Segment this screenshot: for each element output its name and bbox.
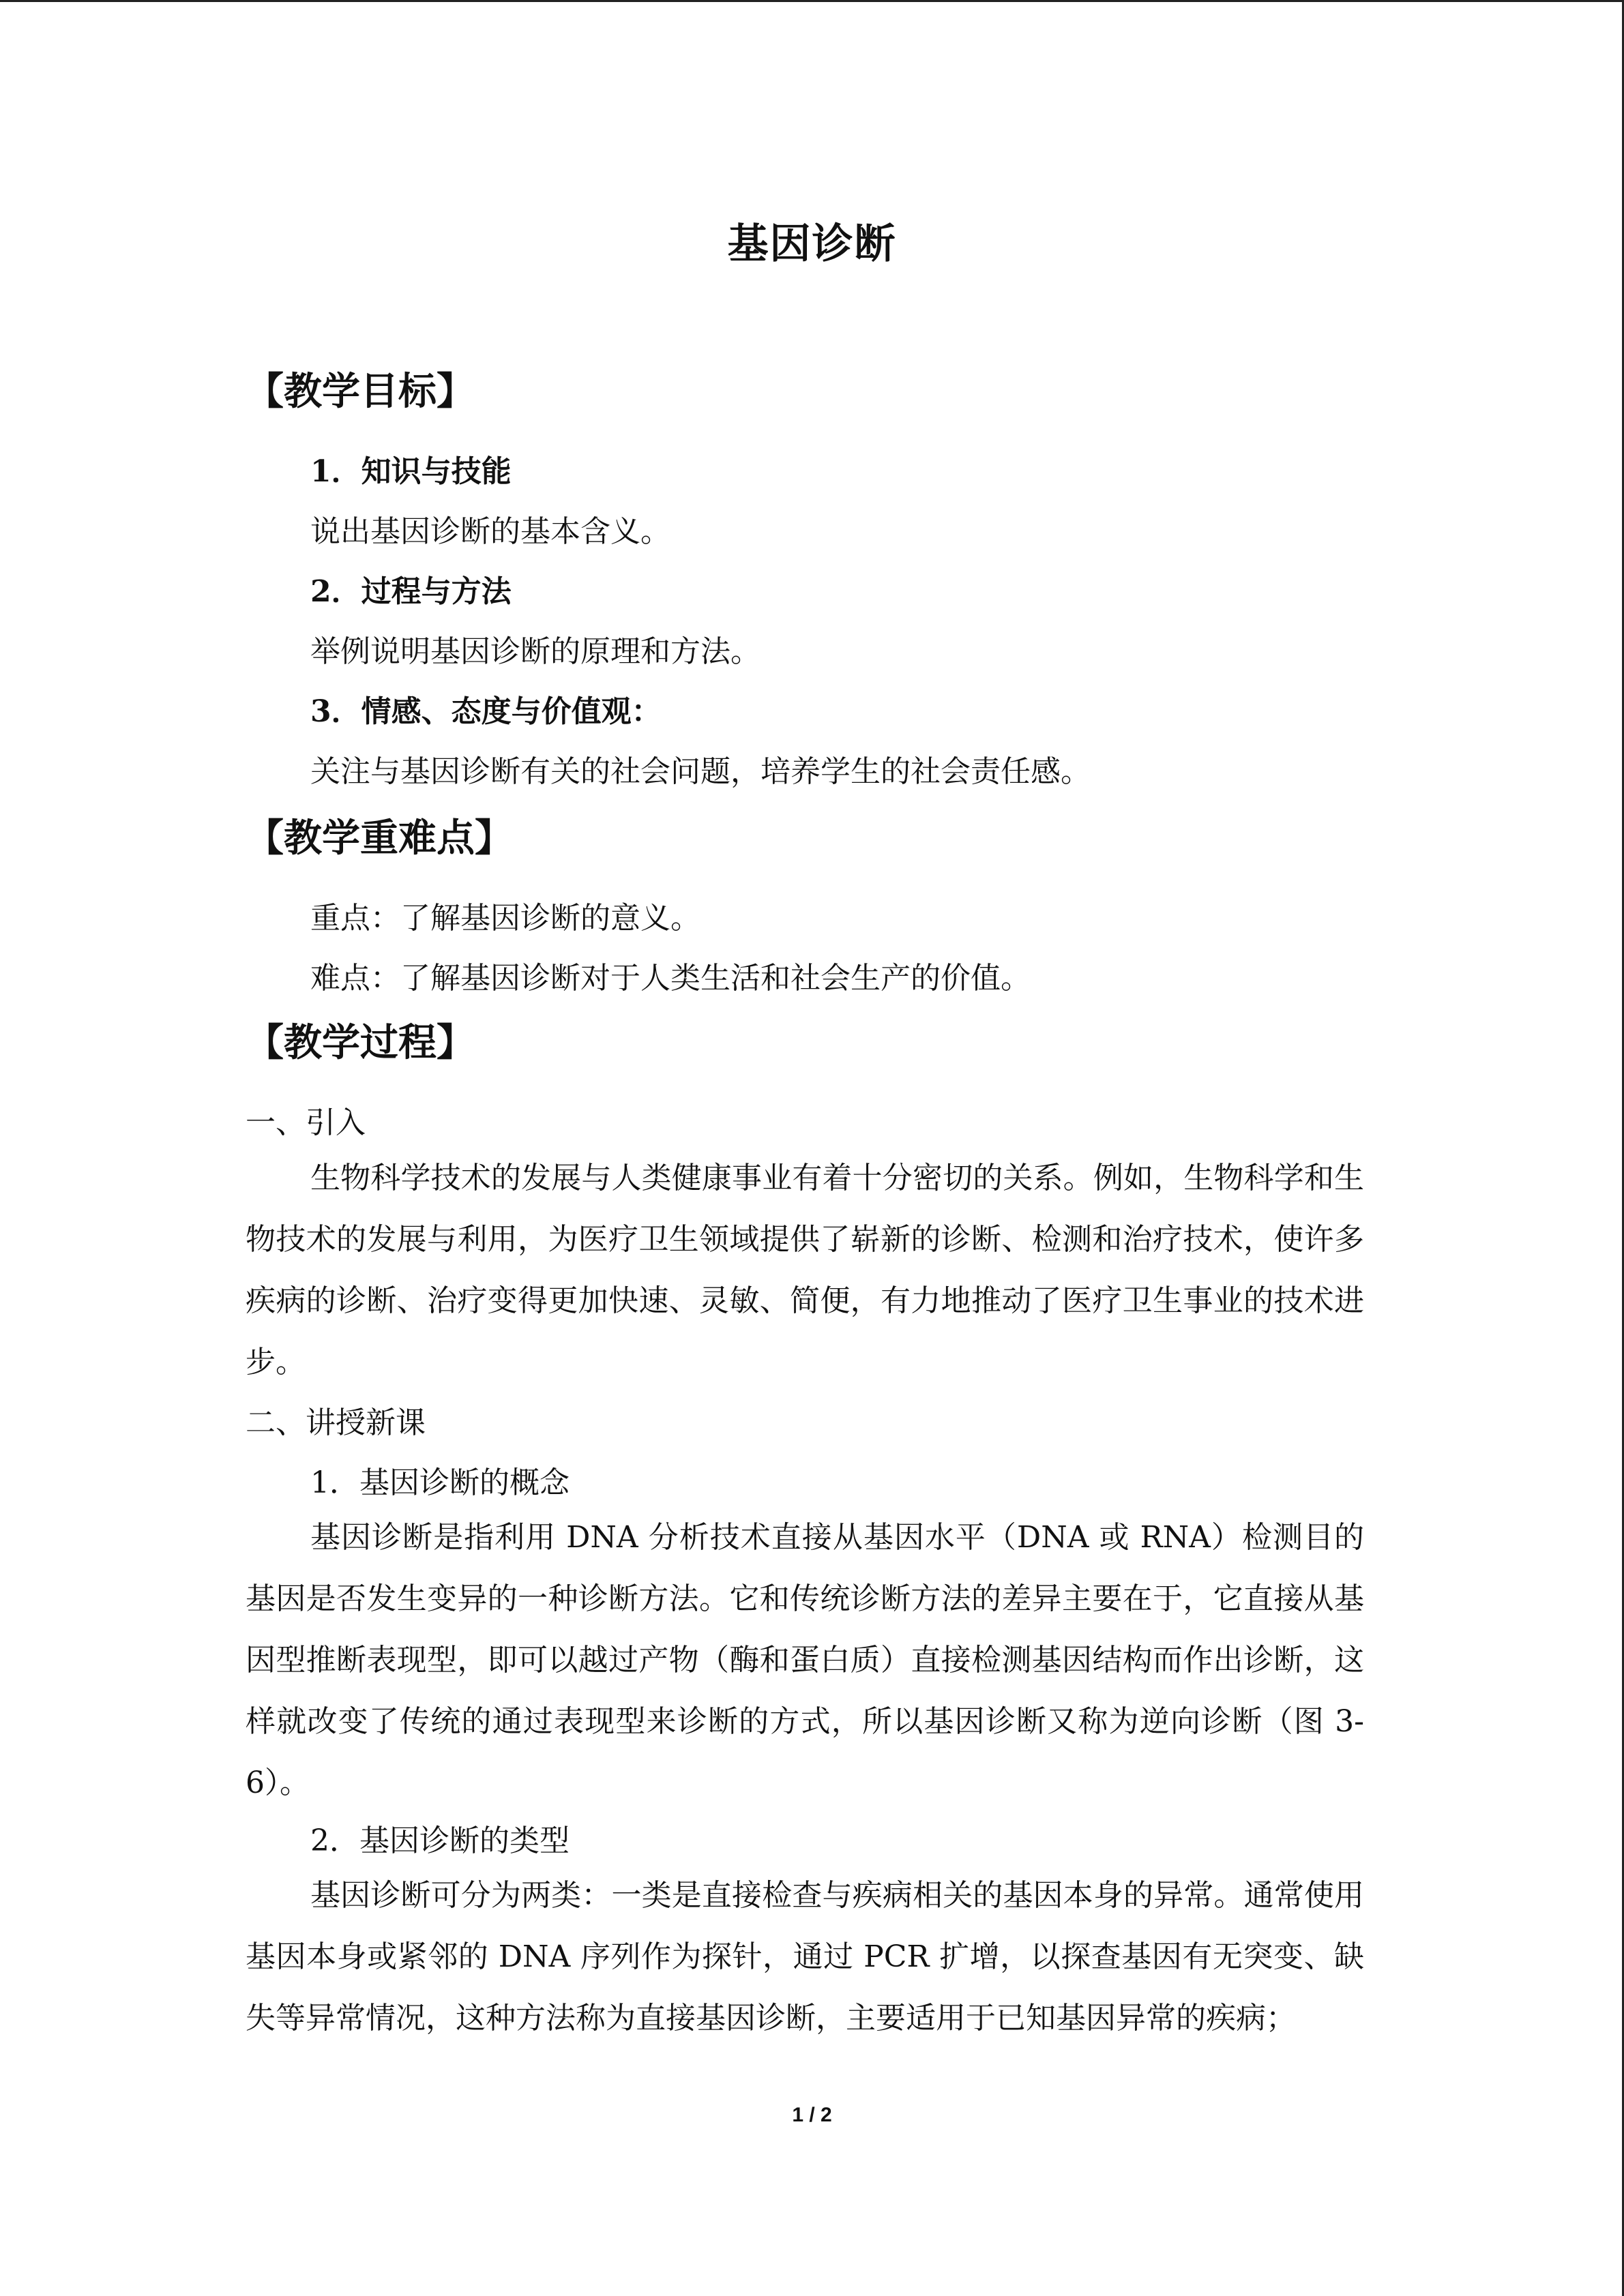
goal-label-3: 3．情感、态度与价值观： [310, 694, 662, 729]
process-sub1-paragraph: 基因诊断是指利用 DNA 分析技术直接从基因水平（DNA 或 RNA）检测目的基因是否发生变异的一种诊断方法。它和传统诊断方法的差异主要在于，它直接从基因型推断表现型，即可以越过产物（酶和蛋白质）直接检测基因结构而作出诊断，这样就改变了传统的通过表现型来诊断的方式，所以基因诊断又称为逆向诊断（图 3-6）。 [246, 1520, 1364, 1800]
goal-text-2: 举例说明基因诊断的原理和方法。 [310, 634, 761, 669]
goal-label-2: 2．过程与方法 [310, 574, 512, 609]
page-border-top [0, 0, 1624, 2]
page-number: 1 / 2 [792, 2104, 832, 2126]
process-part1-paragraph: 生物科学技术的发展与人类健康事业有着十分密切的关系。例如，生物科学和生物技术的发展与利用，为医疗卫生领域提供了崭新的诊断、检测和治疗技术，使许多疾病的诊断、治疗变得更加快速、灵敏、简便，有力地推动了医疗卫生事业的技术进步。 [246, 1161, 1364, 1380]
goal-text-3: 关注与基因诊断有关的社会问题，培养学生的社会责任感。 [310, 754, 1091, 789]
process-sub2-title: 2．基因诊断的类型 [310, 1823, 570, 1858]
section-heading-goals: 【教学目标】 [246, 369, 475, 414]
keypoint-focus: 重点：了解基因诊断的意义。 [310, 901, 700, 936]
goal-label-1: 1．知识与技能 [310, 454, 512, 489]
process-sub1-title: 1．基因诊断的概念 [310, 1465, 570, 1500]
keypoint-difficulty: 难点：了解基因诊断对于人类生活和社会生产的价值。 [310, 961, 1031, 996]
process-part2-title: 二、讲授新课 [246, 1405, 426, 1440]
document-title: 基因诊断 [727, 220, 897, 268]
section-heading-process: 【教学过程】 [246, 1020, 475, 1065]
goal-text-1: 说出基因诊断的基本含义。 [310, 514, 670, 549]
process-part1-title: 一、引入 [246, 1105, 366, 1140]
section-heading-keypoints: 【教学重难点】 [246, 816, 513, 861]
process-sub2-paragraph: 基因诊断可分为两类：一类是直接检查与疾病相关的基因本身的异常。通常使用基因本身或紧邻的 DNA 序列作为探针，通过 PCR 扩增，以探查基因有无突变、缺失等异常情况，这种方法称为直接基因诊断，主要适用于已知基因异常的疾病； [246, 1878, 1364, 2036]
